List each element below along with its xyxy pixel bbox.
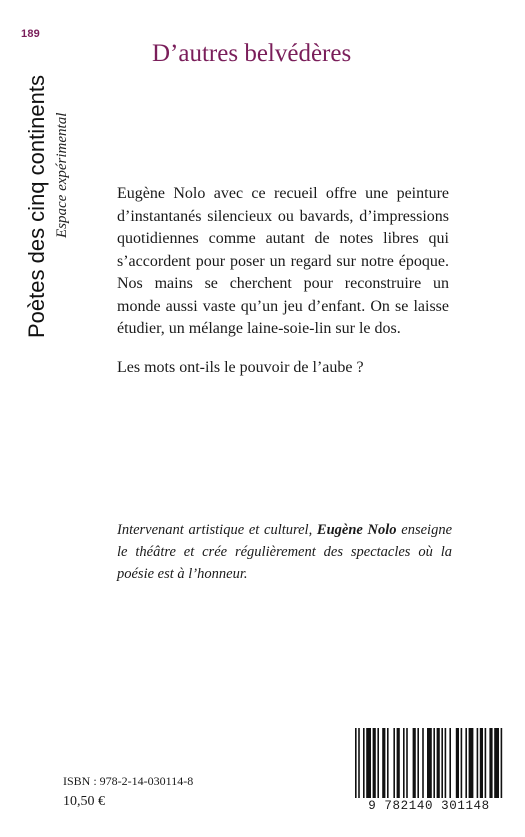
author-name: Eugène Nolo xyxy=(316,522,397,538)
barcode-bar xyxy=(377,728,379,798)
barcode-bar xyxy=(485,728,487,798)
barcode-bar xyxy=(477,728,479,798)
barcode-digits: 9 782140 301148 xyxy=(349,798,509,814)
barcode-bar xyxy=(433,728,435,798)
blurb-question: Les mots ont-ils le pouvoir de l’aube ? xyxy=(117,359,364,376)
barcode-bar xyxy=(403,728,405,798)
barcode-bar xyxy=(465,728,467,798)
barcode-bar xyxy=(397,728,400,798)
barcode-bar xyxy=(393,728,395,798)
author-bio xyxy=(117,519,452,585)
barcode-bar xyxy=(413,728,416,798)
barcode-bar xyxy=(445,728,447,798)
book-title: D’autres belvédères xyxy=(152,40,352,67)
barcode-bar xyxy=(417,728,419,798)
price: 10,50 € xyxy=(63,794,105,809)
barcode-bar xyxy=(382,728,385,798)
blurb xyxy=(117,183,449,341)
barcode-bar xyxy=(406,728,408,798)
bio-rest: enseigne le théâtre et crée régulièrement des spectacles où la poésie est à l’honneur. xyxy=(117,522,453,582)
barcode-bar xyxy=(480,728,483,798)
barcode-bar xyxy=(422,728,424,798)
barcode-bars xyxy=(349,728,509,806)
barcode-bar xyxy=(373,728,376,798)
barcode-bar xyxy=(437,728,440,798)
barcode-bar xyxy=(387,728,389,798)
barcode-bar xyxy=(494,728,499,798)
bio-intro: Intervenant artistique et culturel, xyxy=(117,522,317,538)
barcode-bar xyxy=(366,728,371,798)
barcode-bar xyxy=(461,728,463,798)
barcode-bar xyxy=(363,728,365,798)
barcode-bar xyxy=(441,728,443,798)
barcode-bar xyxy=(358,728,360,806)
subseries-name: Espace expérimental xyxy=(54,112,70,238)
barcode-bar xyxy=(489,728,492,798)
series-name: Poètes des cinq continents xyxy=(24,75,49,338)
spine-text xyxy=(8,48,78,348)
barcode xyxy=(349,728,509,820)
barcode-bar xyxy=(355,728,357,806)
isbn: ISBN : 978-2-14-030114-8 xyxy=(63,774,194,788)
barcode-bar xyxy=(501,728,503,798)
series-number: 189 xyxy=(21,28,40,40)
barcode-bar xyxy=(456,728,459,806)
barcode-bar xyxy=(449,728,451,806)
barcode-bar xyxy=(469,728,474,798)
blurb-paragraph: Eugène Nolo avec ce recueil offre une peinture d’instantanés silencieux ou bavards, d’impressions quotidiennes comme autant de notes libres qui s’accordent pour poser un regard sur notre époque. Nos mains se cherchent pour reconstruire un monde aussi vaste qu’un jeu d’enfant. On se laisse étudier, un mélange laine-soie-lin sur le dos. xyxy=(117,185,449,337)
barcode-bar xyxy=(427,728,432,798)
